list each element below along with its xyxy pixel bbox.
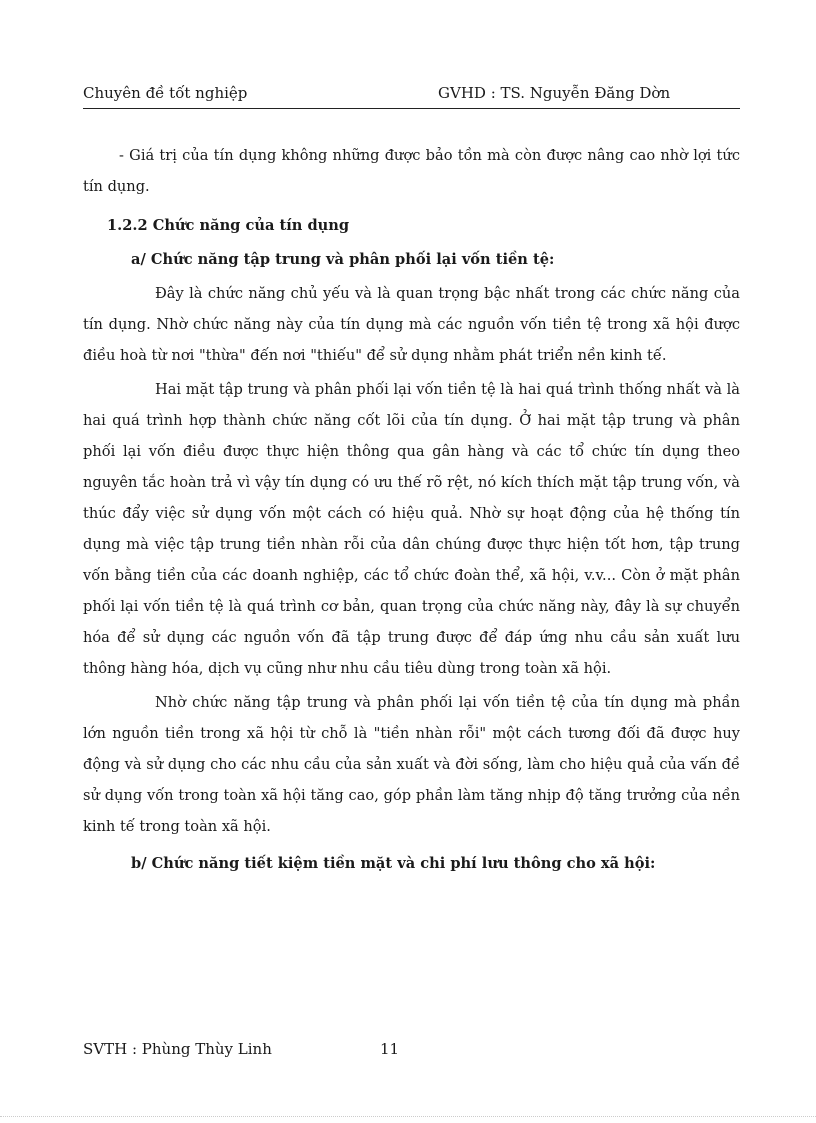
subsection-a-heading: a/ Chức năng tập trung và phân phối lại vốn tiền tệ: — [131, 251, 555, 268]
subsection-b-heading: b/ Chức năng tiết kiệm tiền mặt và chi phí lưu thông cho xã hội: — [131, 855, 656, 872]
page-header — [83, 80, 740, 109]
intro-paragraph: - Giá trị của tín dụng không những được bảo tồn mà còn được nâng cao nhờ lợi tức tín dụng. — [83, 147, 740, 195]
body-paragraph-1: Đây là chức năng chủ yếu và là quan trọng bậc nhất trong các chức năng của tín dụng. Nhờ chức năng này của tín dụng mà các nguồn vốn tiền tệ trong xã hội được điều hoà từ nơi "thừa" đến nơi "thiếu" để sử dụng nhằm phát triển nền kinh tế. — [83, 285, 740, 364]
section-heading: 1.2.2 Chức năng của tín dụng — [107, 217, 350, 234]
header-document-type: Chuyên đề tốt nghiệp — [83, 84, 248, 102]
page-content — [83, 140, 740, 879]
page-bottom-divider — [0, 1116, 816, 1117]
body-paragraph-2: Hai mặt tập trung và phân phối lại vốn tiền tệ là hai quá trình thống nhất và là hai quá trình hợp thành chức năng cốt lõi của tín dụng. Ở hai mặt tập trung và phân phối lại vốn điều được thực hiện thông qua gân hàng và các tổ chức tín dụng theo nguyên tắc hoàn trả vì vậy tín dụng có ưu thế rõ rệt, nó kích thích mặt tập trung vốn, và thúc đẩy việc sử dụng vốn một cách có hiệu quả. Nhờ sự hoạt động của hệ thống tín dụng mà việc tập trung tiền nhàn rỗi của dân chúng được thực hiện tốt hơn, tập trung vốn bằng tiền của các doanh nghiệp, các tổ chức đoàn thể, xã hội, v.v... Còn ở mặt phân phối lại vốn tiền tệ là quá trình cơ bản, quan trọng của chức năng này, đây là sự chuyển hóa để sử dụng các nguồn vốn đã tập trung được để đáp ứng nhu cầu sản xuất lưu thông hàng hóa, dịch vụ cũng như nhu cầu tiêu dùng trong toàn xã hội. — [83, 381, 740, 677]
body-paragraph-3: Nhờ chức năng tập trung và phân phối lại vốn tiền tệ của tín dụng mà phần lớn nguồn tiền trong xã hội từ chỗ là "tiền nhàn rỗi" một cách tương đối đã được huy động và sử dụng cho các nhu cầu của sản xuất và đời sống, làm cho hiệu quả của vấn đề sử dụng vốn trong toàn xã hội tăng cao, góp phần làm tăng nhịp độ tăng trưởng của nền kinh tế trong toàn xã hội. — [83, 694, 740, 835]
header-supervisor: GVHD : TS. Nguyễn Đăng Dờn — [438, 84, 671, 102]
footer-author: SVTH : Phùng Thùy Linh — [83, 1040, 272, 1058]
page-number: 11 — [380, 1040, 400, 1058]
